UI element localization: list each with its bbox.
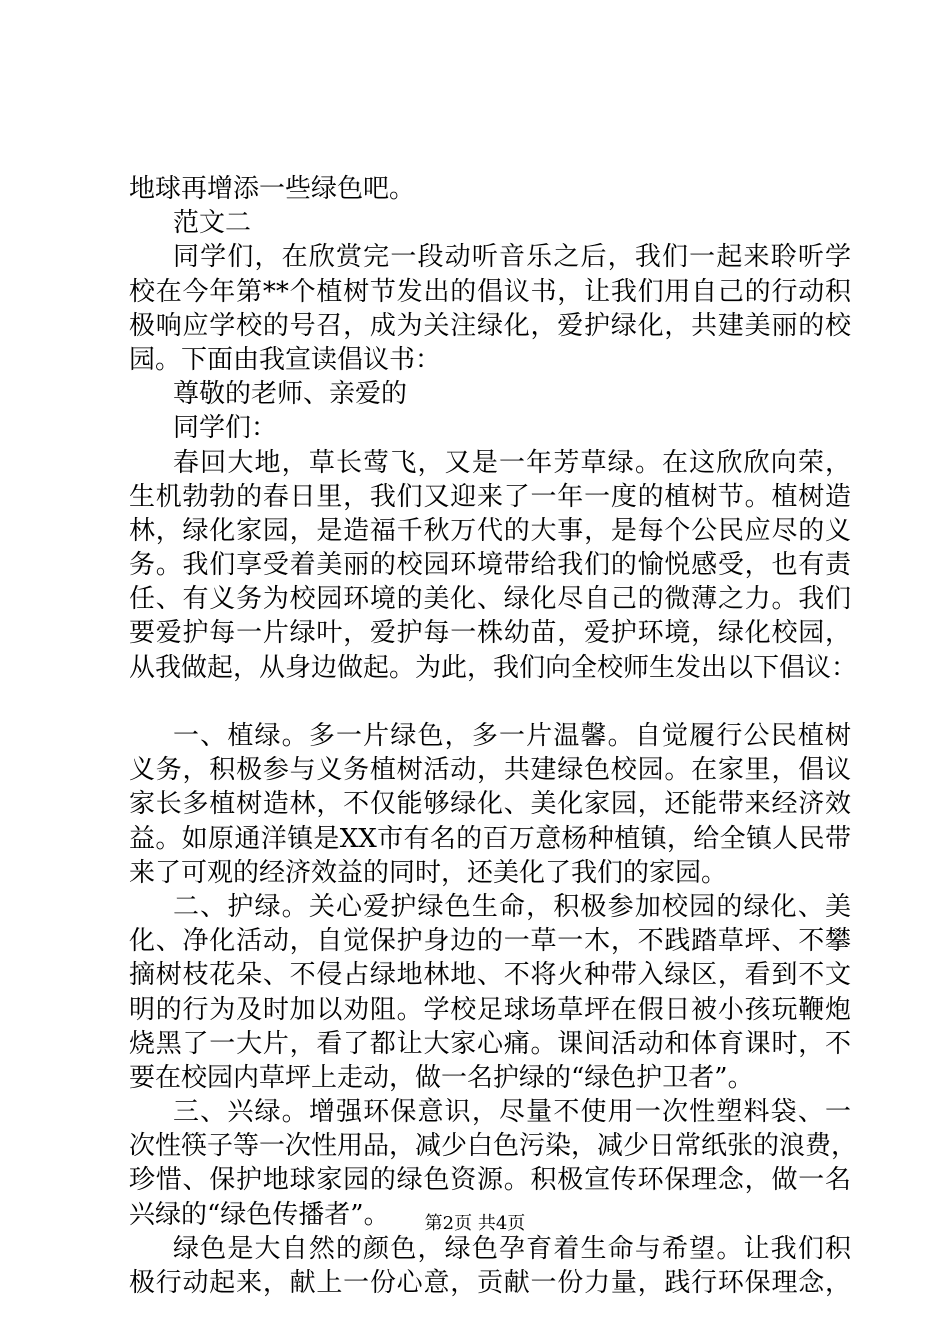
text-line: 尊敬的老师、亲爱的	[173, 379, 408, 410]
text-line: 极行动起来，献上一份心意，贡献一份力量，践行环保理念，	[129, 1268, 851, 1298]
text-line: 同学们：	[173, 413, 278, 444]
text-line: 摘树枝花朵、不侵占绿地林地、不将火种带入绿区，看到不文	[129, 960, 851, 991]
text-line: 二、护绿。关心爱护绿色生命，积极参加校园的绿化、美	[173, 891, 851, 922]
text-line: 要爱护每一片绿叶，爱护每一株幼苗，爱护环境，绿化校园，	[129, 618, 851, 649]
text-line: 来了可观的经济效益的同时，还美化了我们的家园。	[129, 857, 728, 888]
text-line: 林，绿化家园，是造福千秋万代的大事，是每个公民应尽的义	[129, 515, 851, 546]
text-line: 校在今年第**个植树节发出的倡议书，让我们用自己的行动积	[129, 276, 851, 307]
text-line: 务。我们享受着美丽的校园环境带给我们的愉悦感受，也有责	[129, 550, 851, 581]
document-body	[129, 172, 858, 1300]
text-line: 烧黑了一大片，看了都让大家心痛。课间活动和体育课时，不	[129, 1028, 851, 1059]
text-line: 园。下面由我宣读倡议书：	[129, 344, 442, 375]
text-line: 同学们，在欣赏完一段动听音乐之后，我们一起来聆听学	[173, 242, 851, 273]
text-line: 明的行为及时加以劝阻。学校足球场草坪在假日被小孩玩鞭炮	[129, 994, 851, 1025]
text-line: 义务，积极参与义务植树活动，共建绿色校园。在家里，倡议	[129, 755, 851, 786]
text-line: 兴绿的“绿色传播者”。	[129, 1199, 390, 1230]
text-line: 极响应学校的号召，成为关注绿化，爱护绿化，共建美丽的校	[129, 310, 851, 341]
text-line: 地球再增添一些绿色吧。	[129, 174, 416, 204]
text-line: 三、兴绿。增强环保意识，尽量不使用一次性塑料袋、一	[173, 1097, 851, 1128]
text-line: 要在校园内草坪上走动，做一名护绿的“绿色护卫者”。	[129, 1062, 754, 1093]
text-line: 化、净化活动，自觉保护身边的一草一木，不践踏草坪、不攀	[129, 926, 851, 957]
text-line: 范文二	[173, 208, 252, 239]
text-line: 从我做起，从身边做起。为此，我们向全校师生发出以下倡议：	[129, 652, 858, 683]
page-footer: 第2页 共4页	[424, 1213, 526, 1234]
text-line: 珍惜、保护地球家园的绿色资源。积极宣传环保理念，做一名	[129, 1165, 851, 1196]
text-line: 生机勃勃的春日里，我们又迎来了一年一度的植树节。植树造	[129, 481, 851, 512]
text-line: 任、有义务为校园环境的美化、绿化尽自己的微薄之力。我们	[129, 584, 851, 615]
text-line: 春回大地，草长莺飞，又是一年芳草绿。在这欣欣向荣，	[173, 447, 851, 478]
blank-line	[129, 685, 851, 719]
text-line: 次性筷子等一次性用品，减少白色污染，减少日常纸张的浪费，	[129, 1131, 858, 1162]
text-line: 绿色是大自然的颜色，绿色孕育着生命与希望。让我们积	[173, 1233, 851, 1264]
text-line: 益。如原通洋镇是XX市有名的百万意杨种植镇，给全镇人民带	[129, 823, 851, 854]
text-line: 家长多植树造林，不仅能够绿化、美化家园，还能带来经济效	[129, 789, 851, 820]
text-line: 一、植绿。多一片绿色，多一片温馨。自觉履行公民植树	[173, 721, 851, 751]
